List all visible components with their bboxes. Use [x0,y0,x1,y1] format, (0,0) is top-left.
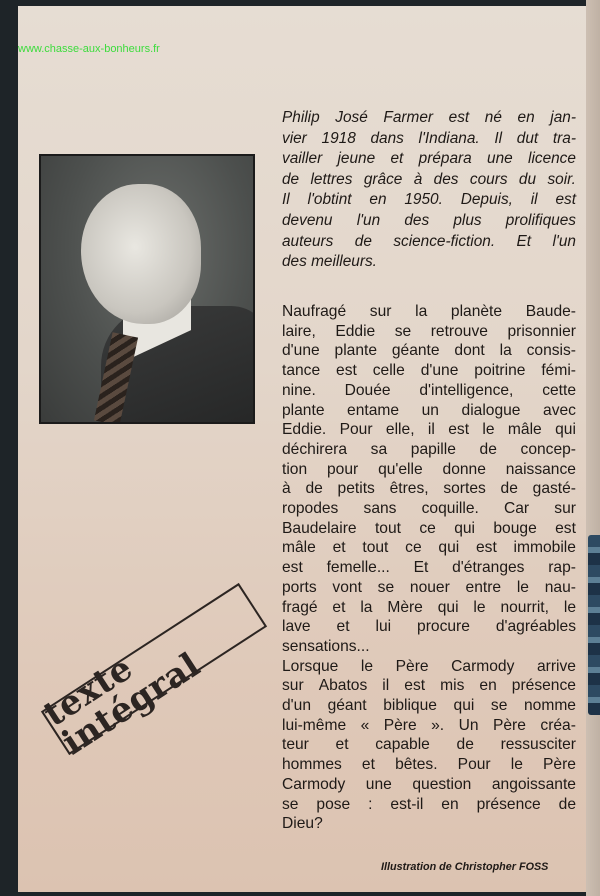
summary-line: Baudelaire tout ce qui bouge est [282,519,576,537]
summary-line: ropodes sans coquille. Car sur [282,500,576,518]
summary-line: nine. Douée d'intelligence, cette [282,381,576,399]
bio-line: de lettres grâce à des cours du soir. [282,170,576,188]
summary-line: Dieu? [282,815,323,833]
book-summary [282,302,576,834]
illustration-credit: Illustration de Christopher FOSS [381,861,549,873]
summary-line: Eddie. Pour elle, il est le mâle qui [282,421,576,439]
bio-line: vailler jeune et prépara une licence [282,150,576,168]
bio-line: Philip José Farmer est né en jan- [282,109,576,126]
bio-line: Il l'obtint en 1950. Depuis, il est [282,191,576,209]
summary-line: se pose : est-il en présence de [282,795,576,813]
summary-line: est femelle... Et d'étranges rap- [282,559,576,577]
summary-line: tance est celle d'une poitrine fémi- [282,362,576,380]
summary-line: teur et capable de ressusciter [282,736,576,754]
summary-line: ports vont se nouer entre le nau- [282,578,576,596]
photo-head [81,184,201,324]
summary-line: à de petits êtres, sortes de gasté- [282,480,576,498]
summary-line: laire, Eddie se retrouve prisonnier [282,322,576,340]
bio-line: des meilleurs. [282,253,377,271]
summary-line: Carmody une question angoissante [282,775,576,793]
adjacent-cover-artwork [588,535,600,715]
summary-line: lave et lui procure d'agréables [282,618,576,636]
stamp-label: texte intégral [36,644,208,764]
author-photo [39,154,255,424]
author-bio [282,108,576,273]
summary-line: fragé et la Mère qui le nourrit, le [282,598,576,616]
summary-line: sensations... [282,637,370,655]
summary-line: déchirera sa papille de concep- [282,440,576,458]
summary-line: Naufragé sur la planète Baude- [282,303,576,320]
bio-line: devenu l'un des plus prolifiques [282,211,576,229]
summary-line: mâle et tout ce qui est immobile [282,539,576,557]
bio-line: vier 1918 dans l'Indiana. Il dut tra- [282,129,576,147]
bio-line: auteurs de science-fiction. Et l'un [282,232,576,250]
summary-line: Lorsque le Père Carmody arrive [282,657,576,675]
summary-line: sur Abatos il est mis en présence [282,677,576,695]
summary-line: plante entame un dialogue avec [282,401,576,419]
adjacent-book-edge [586,0,600,896]
summary-line: lui-même « Père ». Un Père créa- [282,716,576,734]
watermark-link[interactable]: www.chasse-aux-bonheurs.fr [18,43,160,55]
summary-line: hommes et bêtes. Pour le Père [282,756,576,774]
summary-line: tion pour qu'elle donne naissance [282,460,576,478]
summary-line: d'une plante géante dont la consis- [282,342,576,360]
summary-line: d'un géant biblique qui se nomme [282,697,576,715]
